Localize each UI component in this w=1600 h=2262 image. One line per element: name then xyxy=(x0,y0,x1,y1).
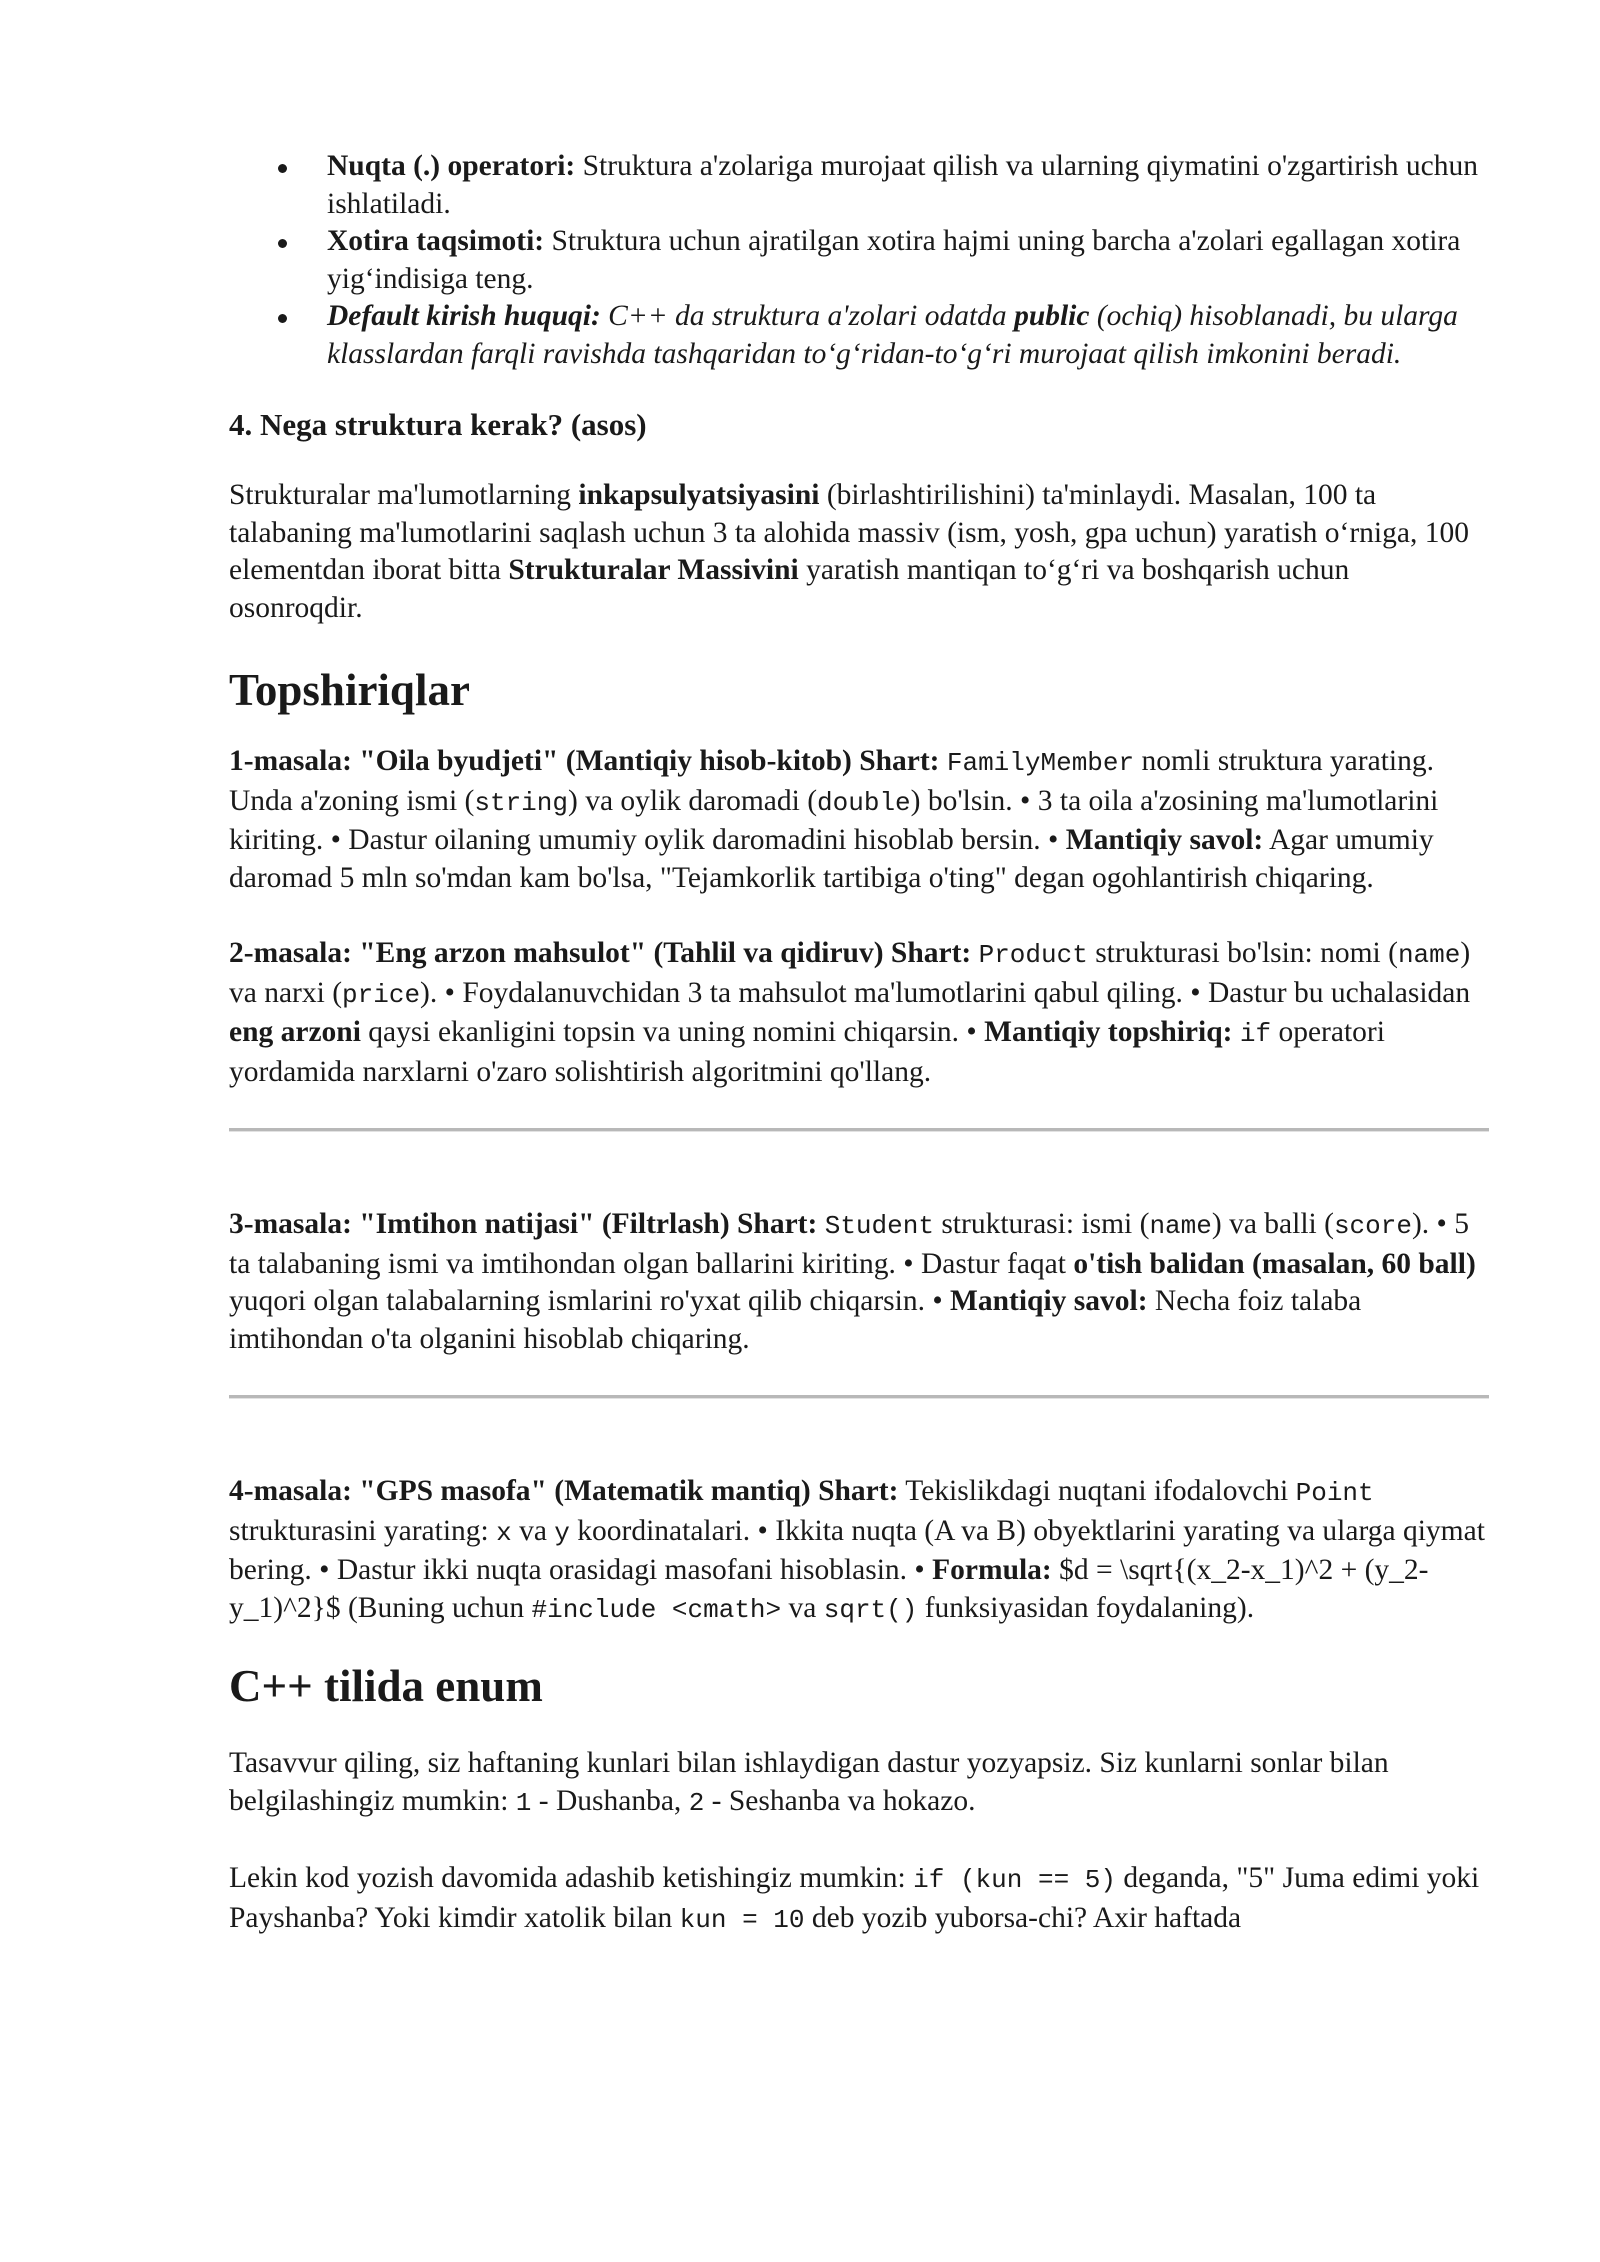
bullet-term: Xotira taqsimoti: xyxy=(327,225,545,257)
list-item xyxy=(229,223,1489,298)
task-paragraph: 3-masala: "Imtihon natijasi" (Filtrlash) Shart: Student strukturasi: ismi (name) va balli (score). • 5 ta talabaning ismi va imtihondan olgan ballarini kiriting. • Dastur faqat o'tish balidan (masalan, 60 ball) yuqori olgan talabalarning ismlarini ro'yxat qilib chiqarsin. • Mantiqiy savol: Necha foiz talaba imtihondan o'ta olganini hisoblab chiqaring. xyxy=(229,1208,1476,1355)
paragraph: Lekin kod yozish davomida adashib ketishingiz mumkin: if (kun == 5) deganda, "5" Juma edimi yoki Payshanba? Yoki kimdir xatolik bilan kun = 10 deb yozib yuborsa-chi? Axir haftada xyxy=(229,1862,1480,1935)
bullet-term: Nuqta (.) operatori: xyxy=(327,150,576,182)
bullet-icon xyxy=(278,314,287,323)
task-paragraph: 2-masala: "Eng arzon mahsulot" (Tahlil va qidiruv) Shart: Product strukturasi bo'lsin: nomi (name) va narxi (price). • Foydalanuvchidan 3 ta mahsulot ma'lumotlarini qabul qiling. • Dastur bu uchalasidan eng arzoni qaysi ekanligini topsin va uning nomini chiqarsin. • Mantiqiy topshiriq: if operatori yordamida narxlarni o'zaro solishtirish algoritmini qo'llang. xyxy=(229,937,1471,1088)
list-item xyxy=(229,298,1489,373)
bullet-text: Struktura a'zolariga murojaat qilish va ularning qiymatini o'zgartirish uchun ishlatiladi. xyxy=(327,150,1479,220)
list-item xyxy=(229,148,1489,223)
section-title-tasks: Topshiriqlar xyxy=(229,665,470,715)
document-page xyxy=(229,148,1489,1939)
bullet-text: Struktura uchun ajratilgan xotira hajmi uning barcha a'zolari egallagan xotira yig‘indisiga teng. xyxy=(327,225,1461,295)
bullet-bold-word: public xyxy=(1014,300,1090,332)
task-paragraph: 4-masala: "GPS masofa" (Matematik mantiq) Shart: Tekislikdagi nuqtani ifodalovchi Point strukturasini yarating: x va y koordinatalari. • Ikkita nuqta (A va B) obyektlarini yarating va ularga qiymat bering. • Dastur ikki nuqta orasidagi masofani hisoblasin. • Formula: $d = \sqrt{(x_2-x_1)^2 + (y_2-y_1)^2}$ (Buning uchun #include <cmath> va sqrt() funksiyasidan foydalaning). xyxy=(229,1475,1485,1625)
bullet-icon xyxy=(278,164,287,173)
horizontal-rule xyxy=(229,1395,1489,1399)
bullet-term: Default kirish huquqi: xyxy=(327,300,601,332)
paragraph: Strukturalar ma'lumotlarning inkapsulyatsiyasini (birlashtirilishini) ta'minlaydi. Masalan, 100 ta talabaning ma'lumotlarini saqlash uchun 3 ta alohida massiv (ism, yosh, gpa uchun) yaratish o‘rniga, 100 elementdan iborat bitta Strukturalar Massivini yaratish mantiqan to‘g‘ri va boshqarish uchun osonroqdir. xyxy=(229,479,1469,624)
section-title-enum: C++ tilida enum xyxy=(229,1661,543,1711)
paragraph: Tasavvur qiling, siz haftaning kunlari bilan ishlaydigan dastur yozyapsiz. Siz kunlarni sonlar bilan belgilashingiz mumkin: 1 - Dushanba, 2 - Seshanba va hokazo. xyxy=(229,1747,1389,1818)
horizontal-rule xyxy=(229,1128,1489,1132)
bullet-text: (ochiq) hisoblanadi, bu ularga klasslardan farqli ravishda tashqaridan to‘g‘ridan-to‘g‘ri murojaat qilish imkonini beradi. xyxy=(327,300,1458,370)
task-paragraph: 1-masala: "Oila byudjeti" (Mantiqiy hisob-kitob) Shart: FamilyMember nomli struktura yarating. Unda a'zoning ismi (string) va oylik daromadi (double) bo'lsin. • 3 ta oila a'zosining ma'lumotlarini kiriting. • Dastur oilaning umumiy oylik daromadini hisoblab bersin. • Mantiqiy savol: Agar umumiy daromad 5 mln so'mdan kam bo'lsa, "Tejamkorlik tartibiga o'ting" degan ogohlantirish chiqaring. xyxy=(229,745,1439,894)
bullet-icon xyxy=(278,239,287,248)
section-heading: 4. Nega struktura kerak? (asos) xyxy=(229,407,647,442)
bullet-text: C++ da struktura a'zolari odatda xyxy=(600,300,1015,332)
bullet-list xyxy=(229,148,1489,373)
